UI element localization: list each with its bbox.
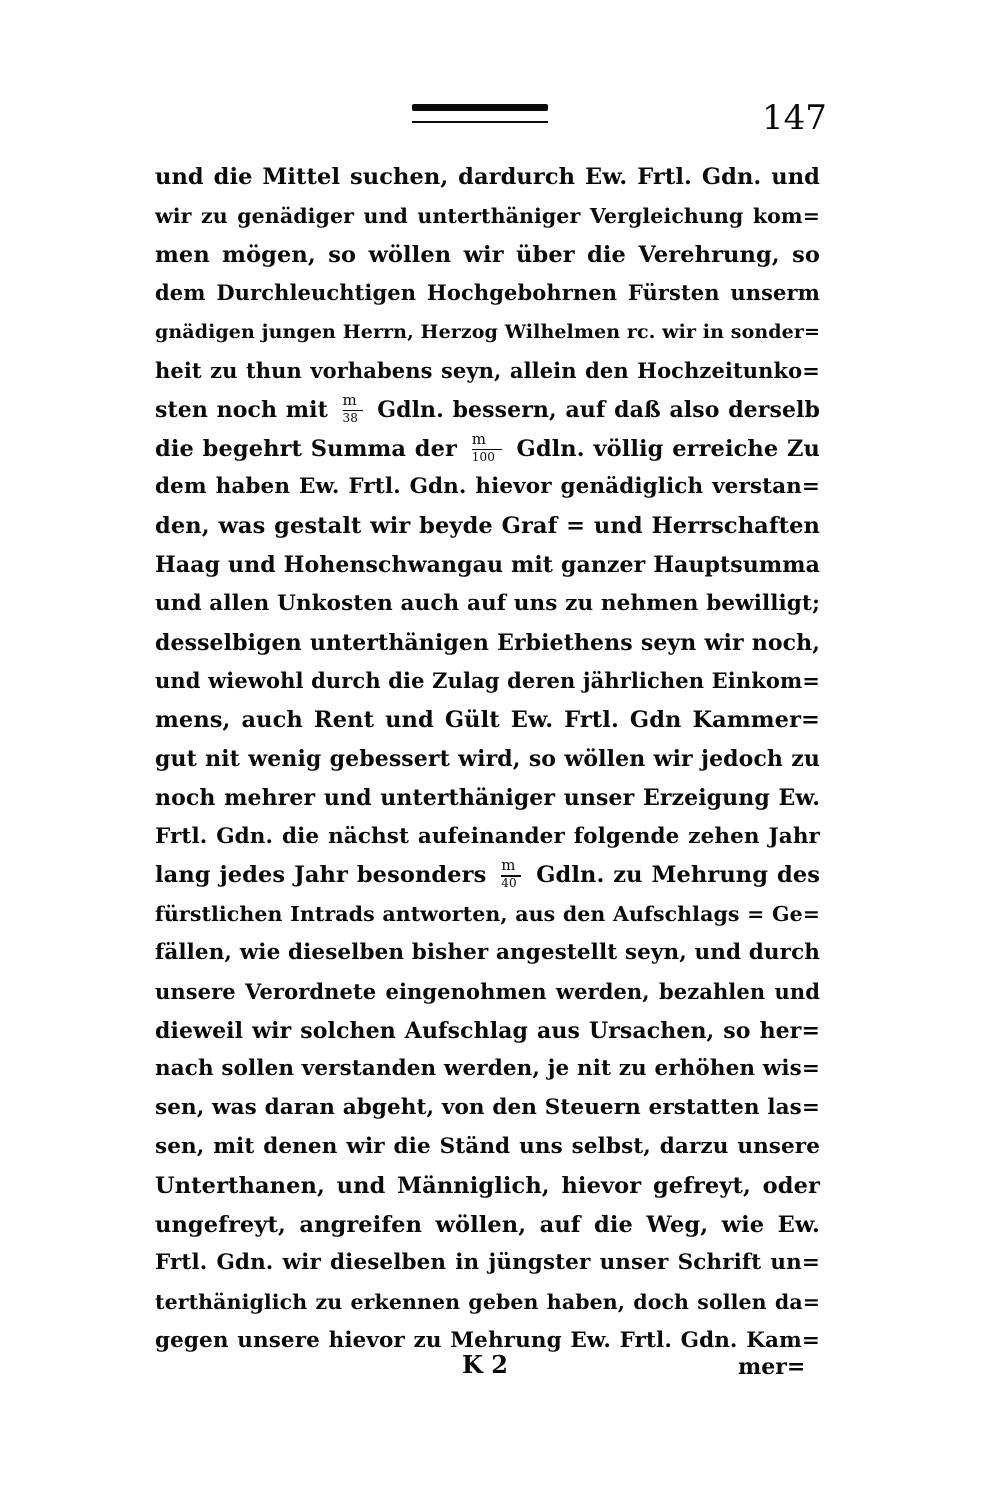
text-line [155,856,820,895]
header-rule-thick [412,104,548,111]
fraction-numerator: m [342,390,357,409]
text-line [155,430,820,469]
text-line: mens, auch Rent und Gült Ew. Frtl. Gdn Kammer= [155,707,820,734]
text-segment: Gdln. zu Mehrung des [536,862,821,889]
text-line: fürstlichen Intrads antworten, aus den Aufschlags = Ge= [155,902,820,927]
catchword: mer= [738,1354,806,1380]
text-line: unsere Verordnete eingenohmen werden, bezahlen und [155,978,820,1004]
fraction-numerator: m [471,429,487,448]
text-line: gnädigen jungen Herrn, Herzog Wilhelmen rc. wir in sonder= [155,321,820,344]
text-line: ungefreyt, angreifen wöllen, auf die Weg, wie Ew. [155,1211,820,1238]
text-line: dem haben Ew. Frtl. Gdn. hievor genädiglich verstan= [155,474,820,500]
text-line: gut nit wenig gebessert wird, so wöllen wir jedoch zu [155,745,820,772]
signature-mark: K 2 [462,1350,508,1379]
text-line: Frtl. Gdn. wir dieselben in jüngster unser Schrift un= [155,1250,820,1276]
text-line: Haag und Hohenschwangau mit ganzer Hauptsumma [155,551,820,578]
text-line: nach sollen verstanden werden, je nit zu erhöhen wis= [155,1056,820,1082]
text-segment: Gdln. bessern, auf daß also derselb [377,396,820,423]
fraction-numerator: m [501,856,516,875]
text-line: Unterthanen, und Männiglich, hievor gefreyt, oder [155,1172,820,1199]
text-line: sen, mit denen wir die Ständ uns selbst, darzu unsere [155,1133,820,1159]
text-line: den, was gestalt wir beyde Graf = und Herrschaften [155,513,820,540]
fraction-denominator: 38 [342,410,359,425]
text-segment: sten noch mit [155,396,328,423]
text-line: terthäniglich zu erkennen geben haben, doch sollen da= [155,1290,820,1315]
text-line: desselbigen unterthänigen Erbiethens seyn wir noch, [155,629,820,656]
fraction [471,429,502,465]
text-segment: lang jedes Jahr besonders [155,862,487,889]
text-line: gegen unsere hievor zu Mehrung Ew. Frtl. Gdn. Kam= [155,1327,820,1353]
text-line: und wiewohl durch die Zulag deren jährlichen Einkom= [155,668,820,694]
text-line: sen, was daran abgeht, von den Steuern erstatten las= [155,1095,820,1121]
text-line: und allen Unkosten auch auf uns zu nehmen bewilligt; [155,590,820,616]
text-line: wir zu genädiger und unterthäniger Vergleichung kom= [155,203,820,228]
text-line: noch mehrer und unterthäniger unser Erzeigung Ew. [155,784,820,811]
text-line: men mögen, so wöllen wir über die Verehrung, so [155,241,820,268]
text-line: und die Mittel suchen, dardurch Ew. Frtl. Gdn. und [155,164,820,190]
header-rule-thin [412,121,548,123]
fraction [501,856,521,891]
text-line: dieweil wir solchen Aufschlag aus Ursachen, so her= [155,1017,820,1044]
text-line: Frtl. Gdn. die nächst aufeinander folgende zehen Jahr [155,823,820,849]
body-text [155,158,820,1361]
text-line: dem Durchleuchtigen Hochgebohrnen Fürsten unserm [155,280,820,306]
fraction-denominator: 100 [471,449,495,464]
fraction-denominator: 40 [501,876,517,891]
text-line: heit zu thun vorhabens seyn, allein den Hochzeitunko= [155,357,820,383]
text-segment: Gdln. völlig erreiche Zu [516,435,821,462]
page-number: 147 [762,98,827,138]
text-line: fällen, wie dieselben bisher angestellt seyn, und durch [155,939,820,965]
text-segment: die begehrt Summa der [155,435,458,462]
fraction [342,390,363,426]
text-line [155,391,820,430]
